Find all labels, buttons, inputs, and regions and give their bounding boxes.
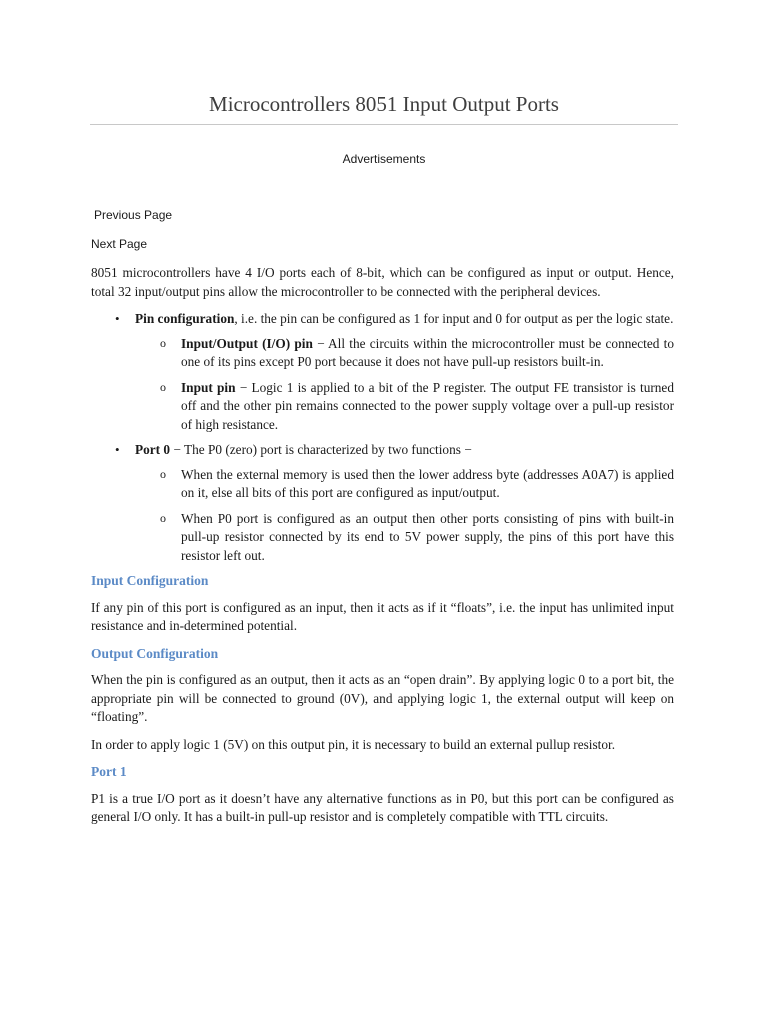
io-pin-term: Input/Output (I/O) pin xyxy=(181,335,313,351)
output-configuration-paragraph: When the pin is configured as an output, then it acts as an “open drain”. By applying logic 0 to a port bit, the appropriate pin will be connected to ground (0V), and applying logic 1, the external output will keep on “floating”. xyxy=(91,672,674,724)
port1-paragraph: P1 is a true I/O port as it doesn’t have any alternative functions as in P0, but this port can be configured as general I/O only. It has a built-in pull-up resistor and is completely compatible with TTL circuits. xyxy=(91,790,674,824)
pin-configuration-text: , i.e. the pin can be configured as 1 for input and 0 for output as per the logic state. xyxy=(234,311,674,326)
circle-bullet-symbol: o xyxy=(160,510,166,525)
bullet-symbol: • xyxy=(115,442,120,457)
pin-configuration-term: Pin configuration xyxy=(135,311,235,326)
circle-bullet-symbol: o xyxy=(160,335,166,350)
circle-bullet-symbol: o xyxy=(160,466,166,481)
page-title: Microcontrollers 8051 Input Output Ports xyxy=(209,92,559,116)
list-item xyxy=(135,335,674,372)
pullup-paragraph: In order to apply logic 1 (5V) on this output pin, it is necessary to build an external pullup resistor. xyxy=(91,736,616,752)
article-body xyxy=(91,264,674,827)
next-page-link[interactable]: Next Page xyxy=(91,237,148,251)
bullet-symbol: • xyxy=(115,311,120,326)
title-divider xyxy=(90,124,678,125)
port0-sub-list xyxy=(135,466,674,566)
port1-heading: Port 1 xyxy=(91,764,127,779)
output-configuration-heading: Output Configuration xyxy=(91,645,219,661)
list-item xyxy=(91,441,674,565)
input-configuration-heading: Input Configuration xyxy=(91,573,209,588)
port-bullet-list xyxy=(91,310,674,565)
port0-term: Port 0 xyxy=(135,442,171,457)
input-pin-text: − Logic 1 is applied to a bit of the P register. The output FE transistor is turned off and the other pin remains connected to the power supply voltage over a pull-up resistor of high resistance. xyxy=(181,379,674,432)
pin-sub-list xyxy=(135,335,674,435)
port0-function-2: When P0 port is configured as an output then other ports consisting of pins with built-in pull-up resistor connected by its end to 5V power supply, the pins of this port have this resistor left out. xyxy=(181,510,674,563)
advertisements-label: Advertisements xyxy=(342,152,426,166)
input-configuration-paragraph: If any pin of this port is configured as an input, then it acts as if it “floats”, i.e. the input has unlimited input resistance and in-determined potential. xyxy=(91,599,674,633)
list-item xyxy=(135,510,674,566)
previous-page-link[interactable]: Previous Page xyxy=(94,208,173,222)
list-item xyxy=(91,310,674,434)
circle-bullet-symbol: o xyxy=(160,379,166,394)
io-pin-text: − All the circuits within the microcontroller must be connected to one of its pins except P0 port because it does not have pull-up resistors built-in. xyxy=(181,335,674,369)
port0-text: − The P0 (zero) port is characterized by two functions − xyxy=(170,442,472,457)
input-pin-term: Input pin xyxy=(181,379,236,395)
intro-paragraph: 8051 microcontrollers have 4 I/O ports each of 8-bit, which can be configured as input or output. Hence, total 32 input/output pins allow the microcontroller to be connected with the peripheral devices. xyxy=(91,265,674,299)
list-item xyxy=(135,379,674,435)
list-item xyxy=(135,466,674,503)
port0-function-1: When the external memory is used then the lower address byte (addresses A0A7) is applied on it, else all bits of this port are configured as input/output. xyxy=(181,466,674,500)
